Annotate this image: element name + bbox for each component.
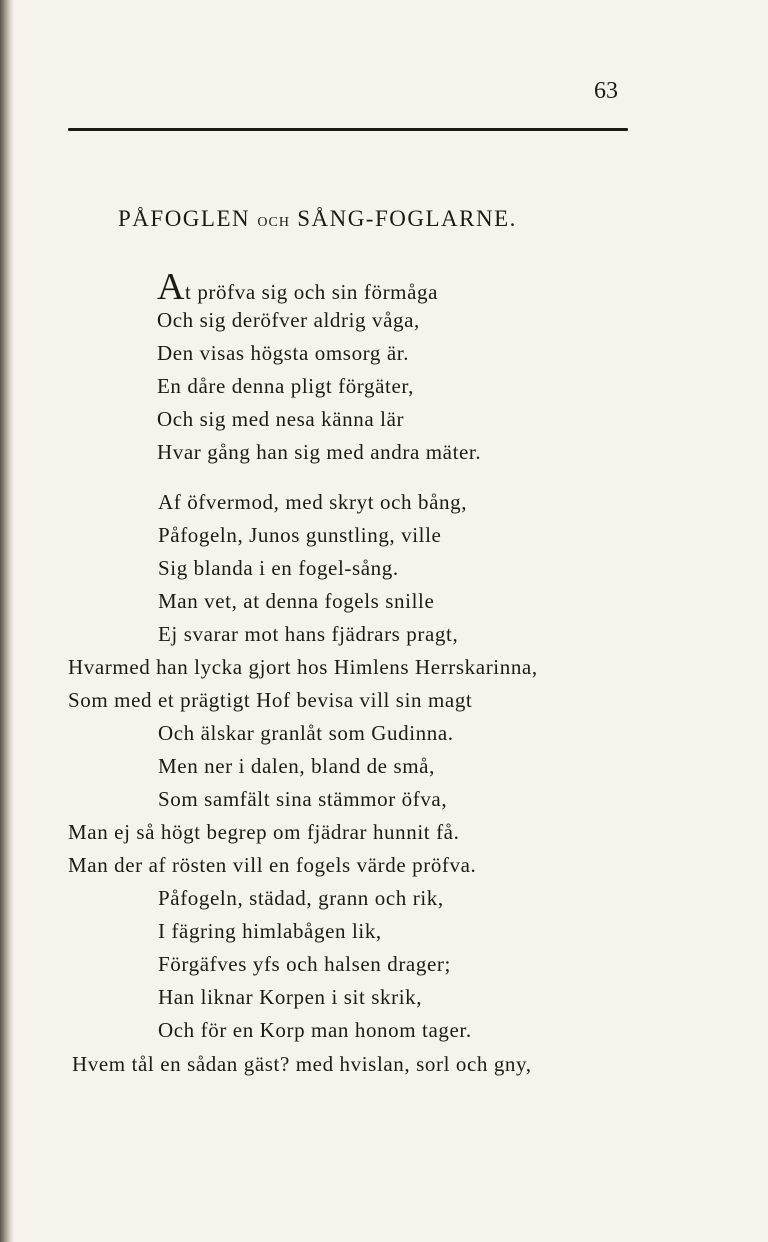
poem-line: Af öfvermod, med skryt och bång, xyxy=(158,490,468,514)
poem-line: Påfogeln, städad, grann och rik, xyxy=(158,886,444,910)
poem-line: Men ner i dalen, bland de små, xyxy=(158,754,435,778)
first-line-rest: t pröfva sig och sin förmåga xyxy=(185,280,439,304)
poem-line: Hvarmed han lycka gjort hos Himlens Herrskarinna, xyxy=(68,655,538,679)
poem-line: Sig blanda i en fogel-sång. xyxy=(158,556,399,580)
poem-line: Man vet, at denna fogels snille xyxy=(158,589,435,613)
title-part-1: PÅFOGLEN xyxy=(118,206,251,231)
poem-line: Som samfält sina stämmor öfva, xyxy=(158,787,448,811)
page-number: 63 xyxy=(594,78,618,104)
title-part-3: SÅNG-FOGLARNE. xyxy=(297,206,517,231)
poem-line: I fägring himlabågen lik, xyxy=(158,919,382,943)
page-edge xyxy=(0,0,14,1242)
poem-line: Man der af rösten vill en fogels värde pröfva. xyxy=(68,853,477,877)
poem-title xyxy=(118,206,517,232)
poem-line: Man ej så högt begrep om fjädrar hunnit få. xyxy=(68,820,460,844)
poem-line: Påfogeln, Junos gunstling, ville xyxy=(158,523,442,547)
poem-line: Ej svarar mot hans fjädrars pragt, xyxy=(158,622,459,646)
drop-cap: A xyxy=(157,266,186,308)
poem-line: Som med et prägtigt Hof bevisa vill sin magt xyxy=(68,688,473,712)
poem-line: Förgäfves yfs och halsen drager; xyxy=(158,952,451,976)
poem-line: Han liknar Korpen i sit skrik, xyxy=(158,985,423,1009)
poem-line: Och älskar granlåt som Gudinna. xyxy=(158,721,454,745)
poem-line: Och för en Korp man honom tager. xyxy=(158,1018,472,1042)
title-part-2: OCH xyxy=(257,215,290,230)
header-rule xyxy=(68,128,628,131)
poem-line: Och sig med nesa känna lär xyxy=(157,407,405,431)
poem-line: En dåre denna pligt förgäter, xyxy=(157,374,414,398)
poem-line: Hvem tål en sådan gäst? med hvislan, sorl och gny, xyxy=(72,1052,532,1076)
poem-line xyxy=(157,268,438,306)
poem-line: Och sig deröfver aldrig våga, xyxy=(157,308,420,332)
poem-line: Hvar gång han sig med andra mäter. xyxy=(157,440,482,464)
poem-line: Den visas högsta omsorg är. xyxy=(157,341,410,365)
